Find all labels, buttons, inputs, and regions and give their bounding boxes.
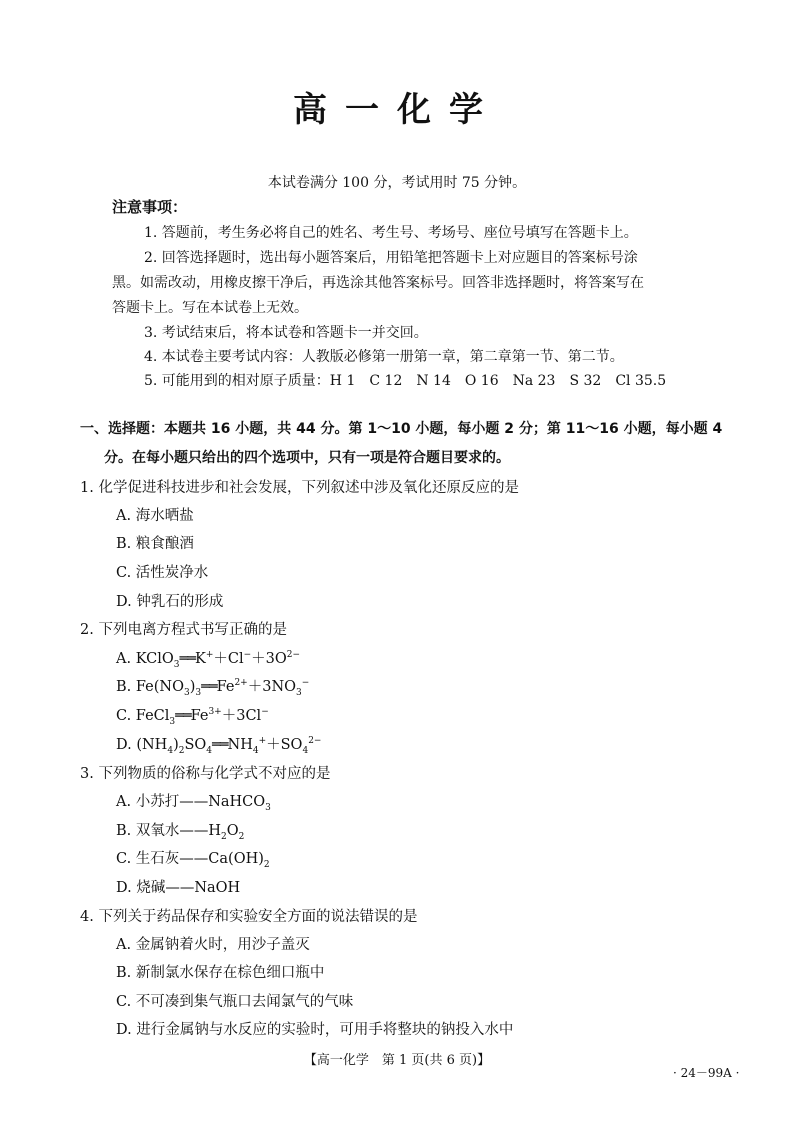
note-line: 2. 回答选择题时，选出每小题答案后，用铅笔把答题卡上对应题目的答案标号涂 <box>144 250 638 266</box>
question-stem: 4. 下列关于药品保存和实验安全方面的说法错误的是 <box>80 909 418 925</box>
option-b: B. 粮食酿酒 <box>116 536 194 552</box>
option-d: D. $(NH_4)_2SO_4══NH_4^++SO_4^{2-}$ <box>116 736 322 756</box>
question-stem: 2. 下列电离方程式书写正确的是 <box>80 622 287 638</box>
note-line: 4. 本试卷主要考试内容：人教版必修第一册第一章，第二章第一节、第二节。 <box>144 349 624 365</box>
note-line: 5. 可能用到的相对原子质量：H 1 C 12 N 14 O 16 Na 23 S 32 Cl 35.5 <box>144 373 667 389</box>
option-d: D. 烧碱——NaOH <box>116 880 241 896</box>
option-a: A. 金属钠着火时，用沙子盖灭 <box>116 937 310 953</box>
option-d: D. 钟乳石的形成 <box>116 594 224 610</box>
option-c: C. $FeCl_3══Fe^{3+}+3Cl^-$ <box>116 707 269 727</box>
notes-heading: 注意事项： <box>112 198 188 216</box>
option-c: C. 不可凑到集气瓶口去闻氯气的气味 <box>116 994 354 1010</box>
page-footer: 【高一化学 第 1 页(共 6 页)】 <box>303 1053 491 1068</box>
option-b: B. 双氧水$——H_2O_2$ <box>116 823 245 842</box>
section-heading: 一、选择题：本题共 16 小题，共 44 分。第 1～10 小题，每小题 2 分；第 11～16 小题，每小题 4 <box>80 421 723 437</box>
page-title: 高一化学 <box>293 90 501 130</box>
option-c: C. 活性炭净水 <box>116 565 209 581</box>
exam-info: 本试卷满分 100 分，考试用时 75 分钟。 <box>267 175 527 191</box>
section-heading-cont: 分。在每小题只给出的四个选项中，只有一项是符合题目要求的。 <box>104 450 510 466</box>
option-c: C. 生石灰$——Ca(OH)_2$ <box>116 851 270 870</box>
option-b: B. 新制氯水保存在棕色细口瓶中 <box>116 965 325 981</box>
note-line: 答题卡上。写在本试卷上无效。 <box>112 300 308 316</box>
option-a: A. $KClO_3══K^++Cl^-+3O^{2-}$ <box>116 650 301 670</box>
option-b: B. $Fe(NO_3)_3══Fe^{2+}+3NO_3^-$ <box>116 678 310 698</box>
option-d: D. 进行金属钠与水反应的实验时，可用手将整块的钠投入水中 <box>116 1022 514 1038</box>
option-a: A. 小苏打——NaHCO$_3$ <box>116 794 271 813</box>
paper-code: · 24－99A · <box>673 1066 740 1080</box>
question-stem: 3. 下列物质的俗称与化学式不对应的是 <box>80 766 331 782</box>
note-line: 3. 考试结束后，将本试卷和答题卡一并交回。 <box>144 325 428 341</box>
option-a: A. 海水晒盐 <box>116 508 194 524</box>
note-line: 1. 答题前，考生务必将自己的姓名、考生号、考场号、座位号填写在答题卡上。 <box>144 225 638 241</box>
note-line: 黑。如需改动，用橡皮擦干净后，再选涂其他答案标号。回答非选择题时，将答案写在 <box>112 275 644 291</box>
question-stem: 1. 化学促进科技进步和社会发展，下列叙述中涉及氧化还原反应的是 <box>80 480 519 496</box>
